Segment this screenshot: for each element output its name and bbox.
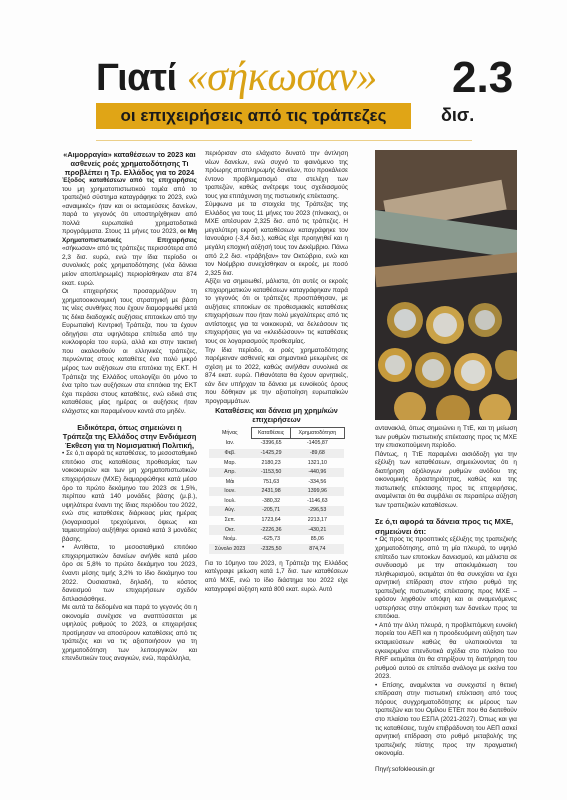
table-row [209,477,345,487]
table-row [209,438,345,448]
coins-illustration [375,150,517,420]
table-cell-month: Φεβ. [209,449,252,459]
table-cell-month: Ιαν. [225,440,235,447]
column-2 [205,150,348,594]
table-cell-month: Σύνολο 2023 [209,544,252,554]
table-cell-deposits: 2431,98 [252,487,291,497]
header-divider [96,140,472,141]
table-cell-financing: -296,53 [291,506,344,516]
paragraph: αντανακλά, όπως σημειώνει η ΤτΕ, και τη μείωση των ρυθμών πιστωτικής επέκτασης προς τις ΜΧΕ την επισκοπούμενη περίοδο. [375,425,517,450]
table-row [209,516,345,526]
table-cell-deposits: -2226,36 [252,525,291,535]
source-credit: Πηγή:sofokleousin.gr [375,765,435,773]
headline-subtitle: οι επιχειρήσεις από τις τράπεζες [96,103,411,129]
table-row [209,458,345,468]
deposits-loans-table [209,427,345,554]
table-header-row [209,428,345,439]
table-cell-deposits: -625,73 [262,536,281,543]
table-title: Καταθέσεις και δάνεια μη χρημ/κών επιχειρήσεων [215,406,338,425]
table-row [209,535,345,545]
column-1-heading: «Αιμορραγία» καταθέσεων το 2023 και ασθενείς ροές χρηματοδότησης Τι προβλέπει η Τρ. Ελλάδος για το 2024 [63,150,196,177]
paragraph: • Από την άλλη πλευρά, η προβλεπόμενη ευνοϊκή πορεία του ΑΕΠ και η προοδευόμενη αύξηση των εκταμιεύσεων καθώς θα υλοποιούνται τα εγκεκριμένα επενδυτικά σχέδια στο πλαίσιο του RRF εκτιμάται ότι θα στηρίξουν τη διατήρηση του ρυθμού αυτού σε επίπεδα ανάλογα με εκείνα του 2023. [375,621,517,681]
paragraph: • Ως προς τις προοπτικές εξέλιξης της τραπεζικής χρηματοδότησης, από τη μία πλευρά, το υψηλό επίπεδο των επιτοκίων δανεισμού, και μάλιστα σε συνδυασμό με την αποκλιμάκωση του πληθωρισμού, εκτιμάται ότι θα συνεχίσει να έχει αρνητική επίδραση στον ετήσιο ρυθμό της τραπεζικής πιστωτικής επέκτασης προς ΜΧΕ – εφόσον ληφθούν υπόψη και οι αναμενόμενες υστερήσεις στην απόκριση των δανείων προς τα επιτόκια. [375,536,517,621]
text-span: «σήκωσαν» από τις τράπεζες περισσότερα από 2,3 δισ. ευρώ, ενώ την ίδια περίοδο οι συνολικές ροές χρηματοδότησης (νέα δάνεια μείον αποπληρωμές) περιορίσθηκαν στα 874 εκατ. ευρώ. [62,245,197,287]
table-cell-financing: -1405,87 [306,440,328,447]
paragraph: Για το 10μηνο του 2023, η Τράπεζα της Ελλάδος κατέγραψε μείωση κατά 1,7 δισ. των καταθέσεων από ΜΧΕ, ενώ το ίδιο διάστημα του 2022 είχε καταγραφεί αύξηση κατά 800 εκατ. ευρώ. Αυτό [205,559,348,593]
table-cell-month: Ιουν. [209,487,252,497]
table-cell-deposits: 2180,23 [261,459,281,466]
table-header: Χρηματοδότηση [291,428,344,439]
bold-term: οι Μη Χρηματοπιστωτικές Επιχειρήσεις [62,228,197,244]
table-cell-financing: 2213,17 [307,517,327,523]
table-cell-financing: 1321,10 [307,459,327,466]
table-header: Καταθέσεις [252,428,291,439]
table-row [209,449,345,459]
table-cell-deposits: -1153,50 [252,468,291,478]
table-cell-deposits: -380,32 [262,497,281,504]
text-span: του μη χρηματοπιστωτικού τομέα από το τραπεζικό σύστημα καταγράφηκε το 2023, ενώ «αναιμικές» ήταν και οι εκταμιεύσεις δανείων, παρά το γεγονός ότι υποστηρίχθηκαν από πολλά ευρωπαϊκά χρηματοδοτικά προγράμματα. Στους 11 μήνες του 2023, [62,185,197,236]
table-body [209,438,345,553]
column-1 [62,150,197,664]
table-row [209,544,345,554]
headline [96,54,377,100]
table-cell-deposits: 1723,64 [261,517,281,523]
headline-part1: Γιατί [96,57,187,99]
table-row [209,496,345,506]
table-cell-month: Σεπ. [224,517,236,523]
table-cell-financing: -1146,63 [307,497,328,504]
paragraph: • Σε ό,τι αφορά τις καταθέσεις, το μεσοσταθμικό επιτόκιο στις καταθέσεις προθεσμίας των νοικοκυριών και των μη χρηματοπιστωτικών επιχειρήσεων (ΜΧΕ) διαμορφώθηκε κατά μέσο όρο το πρώτο δεκάμηνο του 2023 σε 1,5%, περίπου κατά 140 μονάδες βάσης (μ.β.), υψηλότερα έναντι της ίδιας περιόδου του 2022, ενώ στις καταθέσεις διάρκειας μίας ημέρας (λογαριασμοί τρεχούμενοι, όψεως και ταμιευτηρίου) αυξήθηκε οριακά κατά 3 μονάδες βάσης. [62,450,197,543]
paragraph: Με αυτά τα δεδομένα και παρά το γεγονός ότι η οικονομία συνέχισε να αναπτύσσεται με υψηλούς ρυθμούς το 2023, οι επιχειρήσεις προτίμησαν να αποσύρουν καταθέσεις από τις τράπεζες και να τις αξιοποιήσουν για τη χρηματοδότηση των λειτουργικών και επενδυτικών τους αναγκών, ενώ, παράλληλα, [62,604,197,663]
table-cell-month: Ιουλ. [224,497,236,504]
table-row [209,525,345,535]
euro-coins-photo [375,150,517,420]
table-row [209,506,345,516]
table-cell-deposits: -1425,29 [252,449,291,459]
paragraph: • Επίσης, αναμένεται να συνεχιστεί η θετική επίδραση στην πιστωτική επέκταση από τους πόρους συγχρηματοδότησης εκ μέρους των τραπεζών και του Ομίλου ΕΤΕπ που θα διατεθούν στο πλαίσιο του ΕΣΠΑ (2021-2027). Όπως και για τις καταθέσεις, τυχόν επιβράδυνση του ΑΕΠ ασκεί αρνητική επίδραση στο ρυθμό μεταβολής της τραπεζικής πίστης προς την πραγματική οικονομία. [375,681,517,758]
headline-highlight: «σήκωσαν» [186,54,377,100]
table-row [209,468,345,478]
table-cell-month: Αύγ. [209,506,252,516]
bold-lead: Έξοδος καταθέσεων από τις επιχειρήσεις [62,177,197,184]
table-header: Μήνας [221,429,238,436]
table-cell-deposits: -205,71 [252,506,291,516]
table-cell-deposits: -2325,50 [252,544,291,554]
table-cell-financing: 85,06 [310,536,324,543]
table-cell-month: Νοέμ. [223,536,237,543]
column-1-subheading: Ειδικότερα, όπως σημειώνει η Τράπεζα της Ελλάδος στην Ενδιάμεση Έκθεση για τη Νομισματική Πολιτική, [62,423,197,451]
paragraph: Οι επιχειρήσεις προσαρμόζουν τη χρηματοοικονομική τους στρατηγική με βάση τις νέες συνθήκες που έχουν διαμορφωθεί μετά τις δέκα διαδοχικές αυξήσεις επιτοκίων από την Ευρωπαϊκή Κεντρική Τράπεζα, που τα έχουν οδηγήσει στα υψηλότερα επίπεδα από την κυκλοφορία του ευρώ, αλλά και στην τακτική που ακολουθούν οι ελληνικές τράπεζες, περνώντας στους καταθέτες ένα πολύ μικρό μέρος των αυξήσεων στα επιτόκια της ΕΚΤ. Η Τράπεζα της Ελλάδος υπολογίζει ότι μόνο το ένα τρίτο των αυξήσεων στα επιτόκια της ΕΚΤ έχει περάσει στους καταθέτες, ενώ ειδικά στις καταθέσεις μίας ημέρας οι αυξήσεις ήταν ελάχιστες και παραμένουν κοντά στο μηδέν. [62,288,197,415]
paragraph [62,177,197,288]
paragraph: Την ίδια περίοδο, οι ροές χρηματοδότησης παρέμειναν ασθενείς και σημαντικά μειωμένες σε σχέση με το 2022, καθώς ανήλθαν συνολικά σε 874 εκατ. ευρώ. Πιθανότατα θα έχουν αρνητικές, εάν δεν υπήρχαν τα δάνεια με ευνοϊκούς όρους που δόθηκαν με την αξιοποίηση ευρωπαϊκών προγραμμάτων. [205,346,348,405]
table-cell-financing: 874,74 [291,544,344,554]
table-cell-deposits: -3396,65 [260,440,282,447]
table-cell-month: Μάι [225,478,235,485]
table-cell-financing: -440,96 [291,468,344,478]
table-cell-financing: -334,56 [308,478,327,485]
table-row [209,487,345,497]
table-cell-deposits: 751,63 [263,478,280,485]
article-header [0,55,567,135]
table-cell-month: Απρ. [209,468,252,478]
column-3-heading: Σε ό,τι αφορά τα δάνεια προς τις ΜΧΕ, σημειώνει ότι: [375,517,514,536]
paragraph: Πάντως, η ΤτΕ παραμένει αισιόδοξη για την εξέλιξη των καταθέσεων, σημειώνοντας ότι η διατήρηση αξιόλογων ρυθμών ανόδου της οικονομικής δραστηριότητας, καθώς και της πιστωτικής επέκτασης προς τις επιχειρήσεις, αναμένεται ότι θα συμβάλει σε περαιτέρω αύξηση των τραπεζικών καταθέσεων. [375,450,517,509]
paragraph: Σύμφωνα με τα στοιχεία της Τράπεζας της Ελλάδος για τους 11 μήνες του 2023 (πίνακας), οι ΜΧΕ απέσυραν 2,325 δισ. από τις τράπεζες. Η μεγαλύτερη εκροή καταθέσεων καταγράφηκε τον Ιανουάριο (-3,4 δισ.), καθώς είχε προηγηθεί και η μεγάλη εποχική αύξησή τους τον Δεκέμβριο. Πάνω από 2,2 δισ. «τράβηξαν» τον Οκτώβριο, ενώ και τον Νοέμβριο συνεχίσθηκαν οι εκροές, με ποσό 2,325 δισ. [205,201,348,277]
table-cell-financing: -430,21 [291,525,344,535]
headline-amount: 2.3 [452,53,514,102]
table-cell-financing: 1399,96 [291,487,344,497]
table-cell-month: Μαρ. [224,459,236,466]
paragraph: περιόρισαν στο ελάχιστο δυνατό την άντληση νέων δανείων, ενώ συχνό το φαινόμενο της πρόωρης αποπληρωμής δανείων, που προκάλεσε έντονο προβληματισμό στα στελέχη των τραπεζών, καθώς ανέτρεψε τους σχεδιασμούς τους για επιτάχυνση της πιστωτικής επέκτασης. [205,150,348,200]
table-cell-financing: -89,68 [291,449,344,459]
table-cell-month: Οκτ. [209,525,252,535]
paragraph: • Αντίθετα, το μεσοσταθμικό επιτόκιο επιχειρηματικών δανείων ανήλθε κατά μέσο όρο σε 5,8% το πρώτο δεκάμηνο του 2023, έναντι μέσης τιμής 3,2% το ίδιο δεκάμηνο του 2022. Ουσιαστικά, δηλαδή, το κόστος δανεισμού των επιχειρήσεων σχεδόν διπλασιάσθηκε. [62,544,197,603]
headline-unit: δισ. [441,105,475,125]
paragraph: Αξίζει να σημειωθεί, μάλιστα, ότι αυτές οι εκροές επιχειρηματικών καταθέσεων καταγράφηκαν παρά το γεγονός ότι οι τράπεζες προσπάθησαν, με αυξήσεις επιτοκίων σε προθεσμιακές καταθέσεις επιχειρήσεων που ήταν πολύ μεγαλύτερες από τις αντίστοιχες για τα νοικοκυριά, να δελεάσουν τις επιχειρήσεις για να «κλειδώσουν» τις καταθέσεις τους σε λογαριασμούς προθεσμίας. [205,278,348,346]
column-3 [375,425,517,774]
